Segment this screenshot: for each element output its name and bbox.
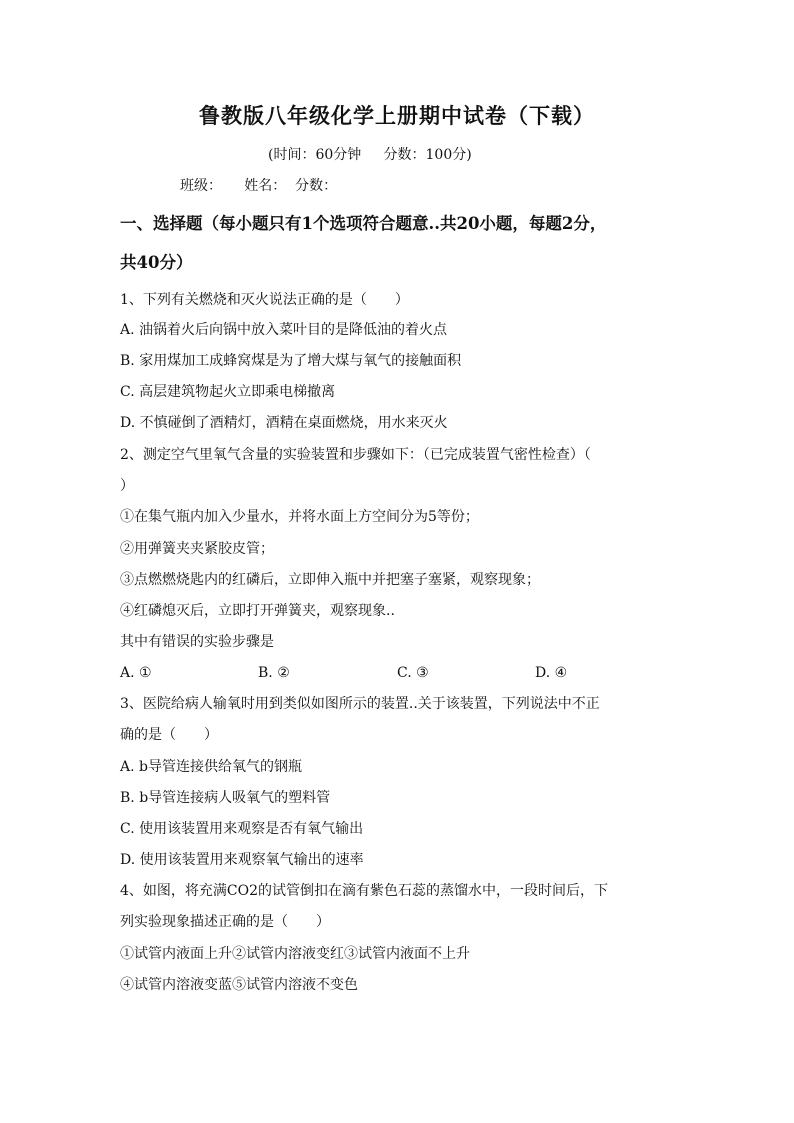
question-2-stem-line-2: ）: [120, 478, 134, 494]
question-2-option-d: D. ④: [535, 665, 568, 681]
question-2-ask: 其中有错误的实验步骤是: [120, 634, 274, 650]
student-info-line: 班级： 姓名： 分数：: [180, 178, 338, 194]
question-3-option-c: C. 使用该装置用来观察是否有氧气输出: [120, 821, 364, 837]
question-3-stem-line-1: 3、医院给病人输氧时用到类似如图所示的装置..关于该装置，下列说法中不正: [120, 696, 600, 712]
question-2-option-c: C. ③: [397, 665, 429, 681]
question-2-step-3: ③点燃燃烧匙内的红磷后，立即伸入瓶中并把塞子塞紧，观察现象；: [120, 572, 540, 588]
question-4-stem-line-2: 列实验现象描述正确的是（ ）: [120, 914, 330, 930]
question-4-observations-1: ①试管内液面上升②试管内溶液变红③试管内液面不上升: [120, 946, 470, 962]
section-heading-line-1: 一、选择题（每小题只有1个选项符合题意..共20小题，每题2分，: [120, 214, 607, 233]
question-1-stem: 1、下列有关燃烧和灭火说法正确的是（ ）: [120, 292, 409, 308]
exam-time-score: (时间：60分钟 分数：100分): [268, 147, 472, 163]
question-2-step-4: ④红磷熄灭后，立即打开弹簧夹，观察现象..: [120, 603, 395, 619]
section-heading-line-2: 共40分）: [120, 253, 193, 272]
question-2-option-b: B. ②: [258, 665, 290, 681]
question-2-stem-line-1: 2、测定空气里氧气含量的实验装置和步骤如下：（已完成装置气密性检查）（: [120, 447, 591, 463]
question-3-option-b: B. b导管连接病人吸氧气的塑料管: [120, 790, 331, 806]
question-2-option-a: A. ①: [120, 665, 152, 681]
question-1-option-c: C. 高层建筑物起火立即乘电梯撤离: [120, 384, 336, 400]
question-1-option-a: A. 油锅着火后向锅中放入菜叶目的是降低油的着火点: [120, 322, 448, 338]
question-2-step-1: ①在集气瓶内加入少量水，并将水面上方空间分为5等份；: [120, 509, 479, 525]
question-3-stem-line-2: 确的是（ ）: [120, 727, 218, 743]
question-4-observations-2: ④试管内溶液变蓝⑤试管内溶液不变色: [120, 977, 358, 993]
question-2-step-2: ②用弹簧夹夹紧胶皮管；: [120, 541, 274, 557]
question-4-stem-line-1: 4、如图，将充满CO2的试管倒扣在滴有紫色石蕊的蒸馏水中，一段时间后，下: [120, 883, 609, 899]
question-3-option-d: D. 使用该装置用来观察氧气输出的速率: [120, 852, 364, 868]
question-1-option-b: B. 家用煤加工成蜂窝煤是为了增大煤与氧气的接触面积: [120, 353, 462, 369]
page-title: 鲁教版八年级化学上册期中试卷（下载）: [199, 103, 595, 128]
question-1-option-d: D. 不慎碰倒了酒精灯，酒精在桌面燃烧，用水来灭火: [120, 415, 448, 431]
question-3-option-a: A. b导管连接供给氧气的钢瓶: [120, 759, 302, 775]
